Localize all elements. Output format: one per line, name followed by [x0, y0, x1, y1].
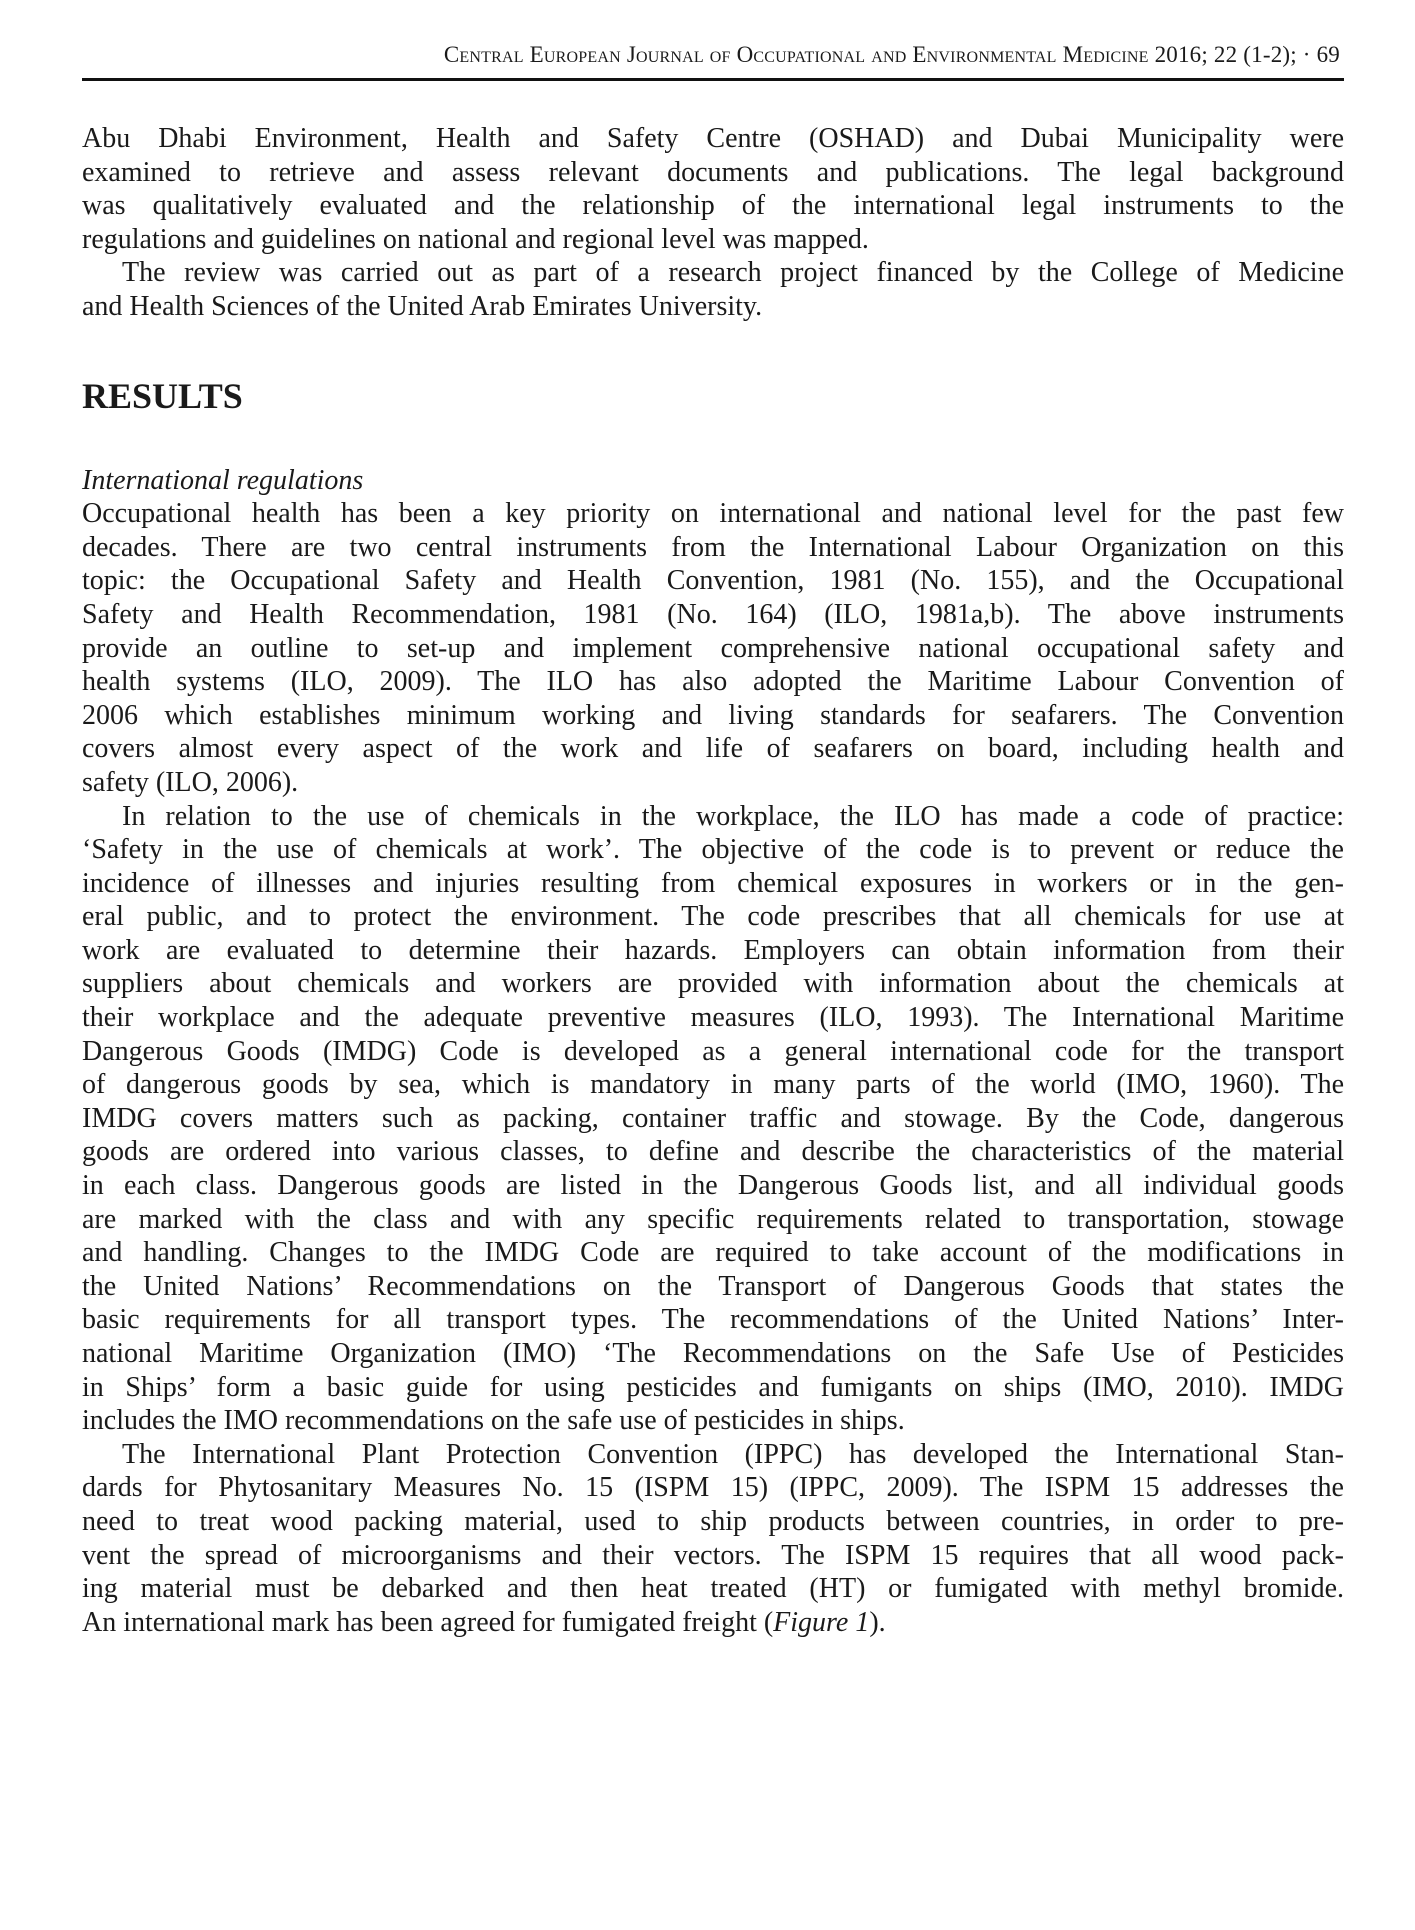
subsection-title: International regulations [82, 464, 364, 496]
text-line [82, 1606, 1344, 1640]
text-line: In relation to the use of chemicals in the workplace, the ILO has made a code of practice: [122, 800, 1344, 832]
text-line: suppliers about chemicals and workers are provided with information about the chemicals at [82, 968, 1344, 1000]
text-line: Dangerous Goods (IMDG) Code is developed as a general international code for the transport [82, 1035, 1344, 1067]
text-line: covers almost every aspect of the work and life of seafarers on board, including health and [82, 733, 1344, 765]
text-line: The review was carried out as part of a research project financed by the College of Medicine [122, 257, 1344, 289]
text-line: of dangerous goods by sea, which is mandatory in many parts of the world (IMO, 1960). The [82, 1069, 1344, 1101]
results-paragraph-3 [82, 1438, 1344, 1640]
running-header: Central European Journal of Occupational and Environmental Medicine 2016; 22 (1-2); · 69 [443, 42, 1340, 67]
text-line: Abu Dhabi Environment, Health and Safety Centre (OSHAD) and Dubai Municipality were [82, 123, 1344, 154]
text-line: 2006 which establishes minimum working and living standards for seafarers. The Convention [82, 699, 1344, 731]
text-line: need to treat wood packing material, used to ship products between countries, in order to pre- [82, 1505, 1344, 1537]
results-paragraph-1 [82, 497, 1344, 799]
results-paragraph-2 [82, 800, 1344, 1438]
text-line: work are evaluated to determine their hazards. Employers can obtain information from their [82, 934, 1344, 966]
text-line: IMDG covers matters such as packing, container traffic and stowage. By the Code, dangerous [82, 1102, 1344, 1134]
page-content [82, 122, 1344, 1639]
text-line: regulations and guidelines on national and regional level was mapped. [82, 223, 869, 255]
text-line: in each class. Dangerous goods are listed in the Dangerous Goods list, and all individual goods [82, 1170, 1344, 1202]
figure-1-reference[interactable]: Figure 1 [773, 1606, 870, 1638]
section-title-results: RESULTS [82, 375, 243, 416]
text-line: in Ships’ form a basic guide for using pesticides and fumigants on ships (IMO, 2010). IMDG [82, 1371, 1344, 1403]
text-line: the United Nations’ Recommendations on the Transport of Dangerous Goods that states the [82, 1270, 1344, 1302]
text-line: and Health Sciences of the United Arab Emirates University. [82, 290, 763, 322]
text-line: basic requirements for all transport types. The recommendations of the United Nations’ Inter- [82, 1304, 1344, 1336]
methods-paragraph-1 [82, 122, 1344, 256]
text-line: ‘Safety in the use of chemicals at work’. The objective of the code is to prevent or reduce the [82, 834, 1344, 866]
text-line: their workplace and the adequate preventive measures (ILO, 1993). The International Maritime [82, 1002, 1344, 1034]
text-line: vent the spread of microorganisms and their vectors. The ISPM 15 requires that all wood pack- [82, 1539, 1344, 1571]
text-line: health systems (ILO, 2009). The ILO has also adopted the Maritime Labour Convention of [82, 666, 1344, 698]
text-line: includes the IMO recommendations on the safe use of pesticides in ships. [82, 1405, 905, 1437]
text-line: Occupational health has been a key priority on international and national level for the past few [82, 498, 1344, 530]
methods-paragraph-2 [82, 256, 1344, 323]
text-line: eral public, and to protect the environment. The code prescribes that all chemicals for use at [82, 901, 1344, 933]
text-line: examined to retrieve and assess relevant documents and publications. The legal background [82, 156, 1344, 188]
text-line: decades. There are two central instruments from the International Labour Organization on this [82, 531, 1344, 563]
text-line: dards for Phytosanitary Measures No. 15 (ISPM 15) (IPPC, 2009). The ISPM 15 addresses the [82, 1472, 1344, 1504]
text-line: provide an outline to set-up and implement comprehensive national occupational safety and [82, 632, 1344, 664]
text-fragment: ). [869, 1606, 886, 1638]
text-fragment: An international mark has been agreed for fumigated freight ( [82, 1606, 774, 1638]
text-line: incidence of illnesses and injuries resulting from chemical exposures in workers or in the gen- [82, 867, 1344, 899]
text-line: topic: the Occupational Safety and Health Convention, 1981 (No. 155), and the Occupational [82, 565, 1344, 597]
text-line: are marked with the class and with any specific requirements related to transportation, stowage [82, 1203, 1344, 1235]
text-line: safety (ILO, 2006). [82, 766, 299, 798]
text-line: national Maritime Organization (IMO) ‘The Recommendations on the Safe Use of Pesticides [82, 1338, 1344, 1369]
text-line: Safety and Health Recommendation, 1981 (No. 164) (ILO, 1981a,b). The above instruments [82, 598, 1344, 630]
text-line: ing material must be debarked and then heat treated (HT) or fumigated with methyl bromide. [82, 1573, 1344, 1605]
header-rule [82, 78, 1344, 81]
text-line: goods are ordered into various classes, to define and describe the characteristics of the material [82, 1136, 1344, 1168]
text-line: was qualitatively evaluated and the relationship of the international legal instruments to the [82, 190, 1344, 222]
text-line: and handling. Changes to the IMDG Code are required to take account of the modifications in [82, 1237, 1344, 1269]
text-line: The International Plant Protection Convention (IPPC) has developed the International Stan- [122, 1438, 1344, 1470]
